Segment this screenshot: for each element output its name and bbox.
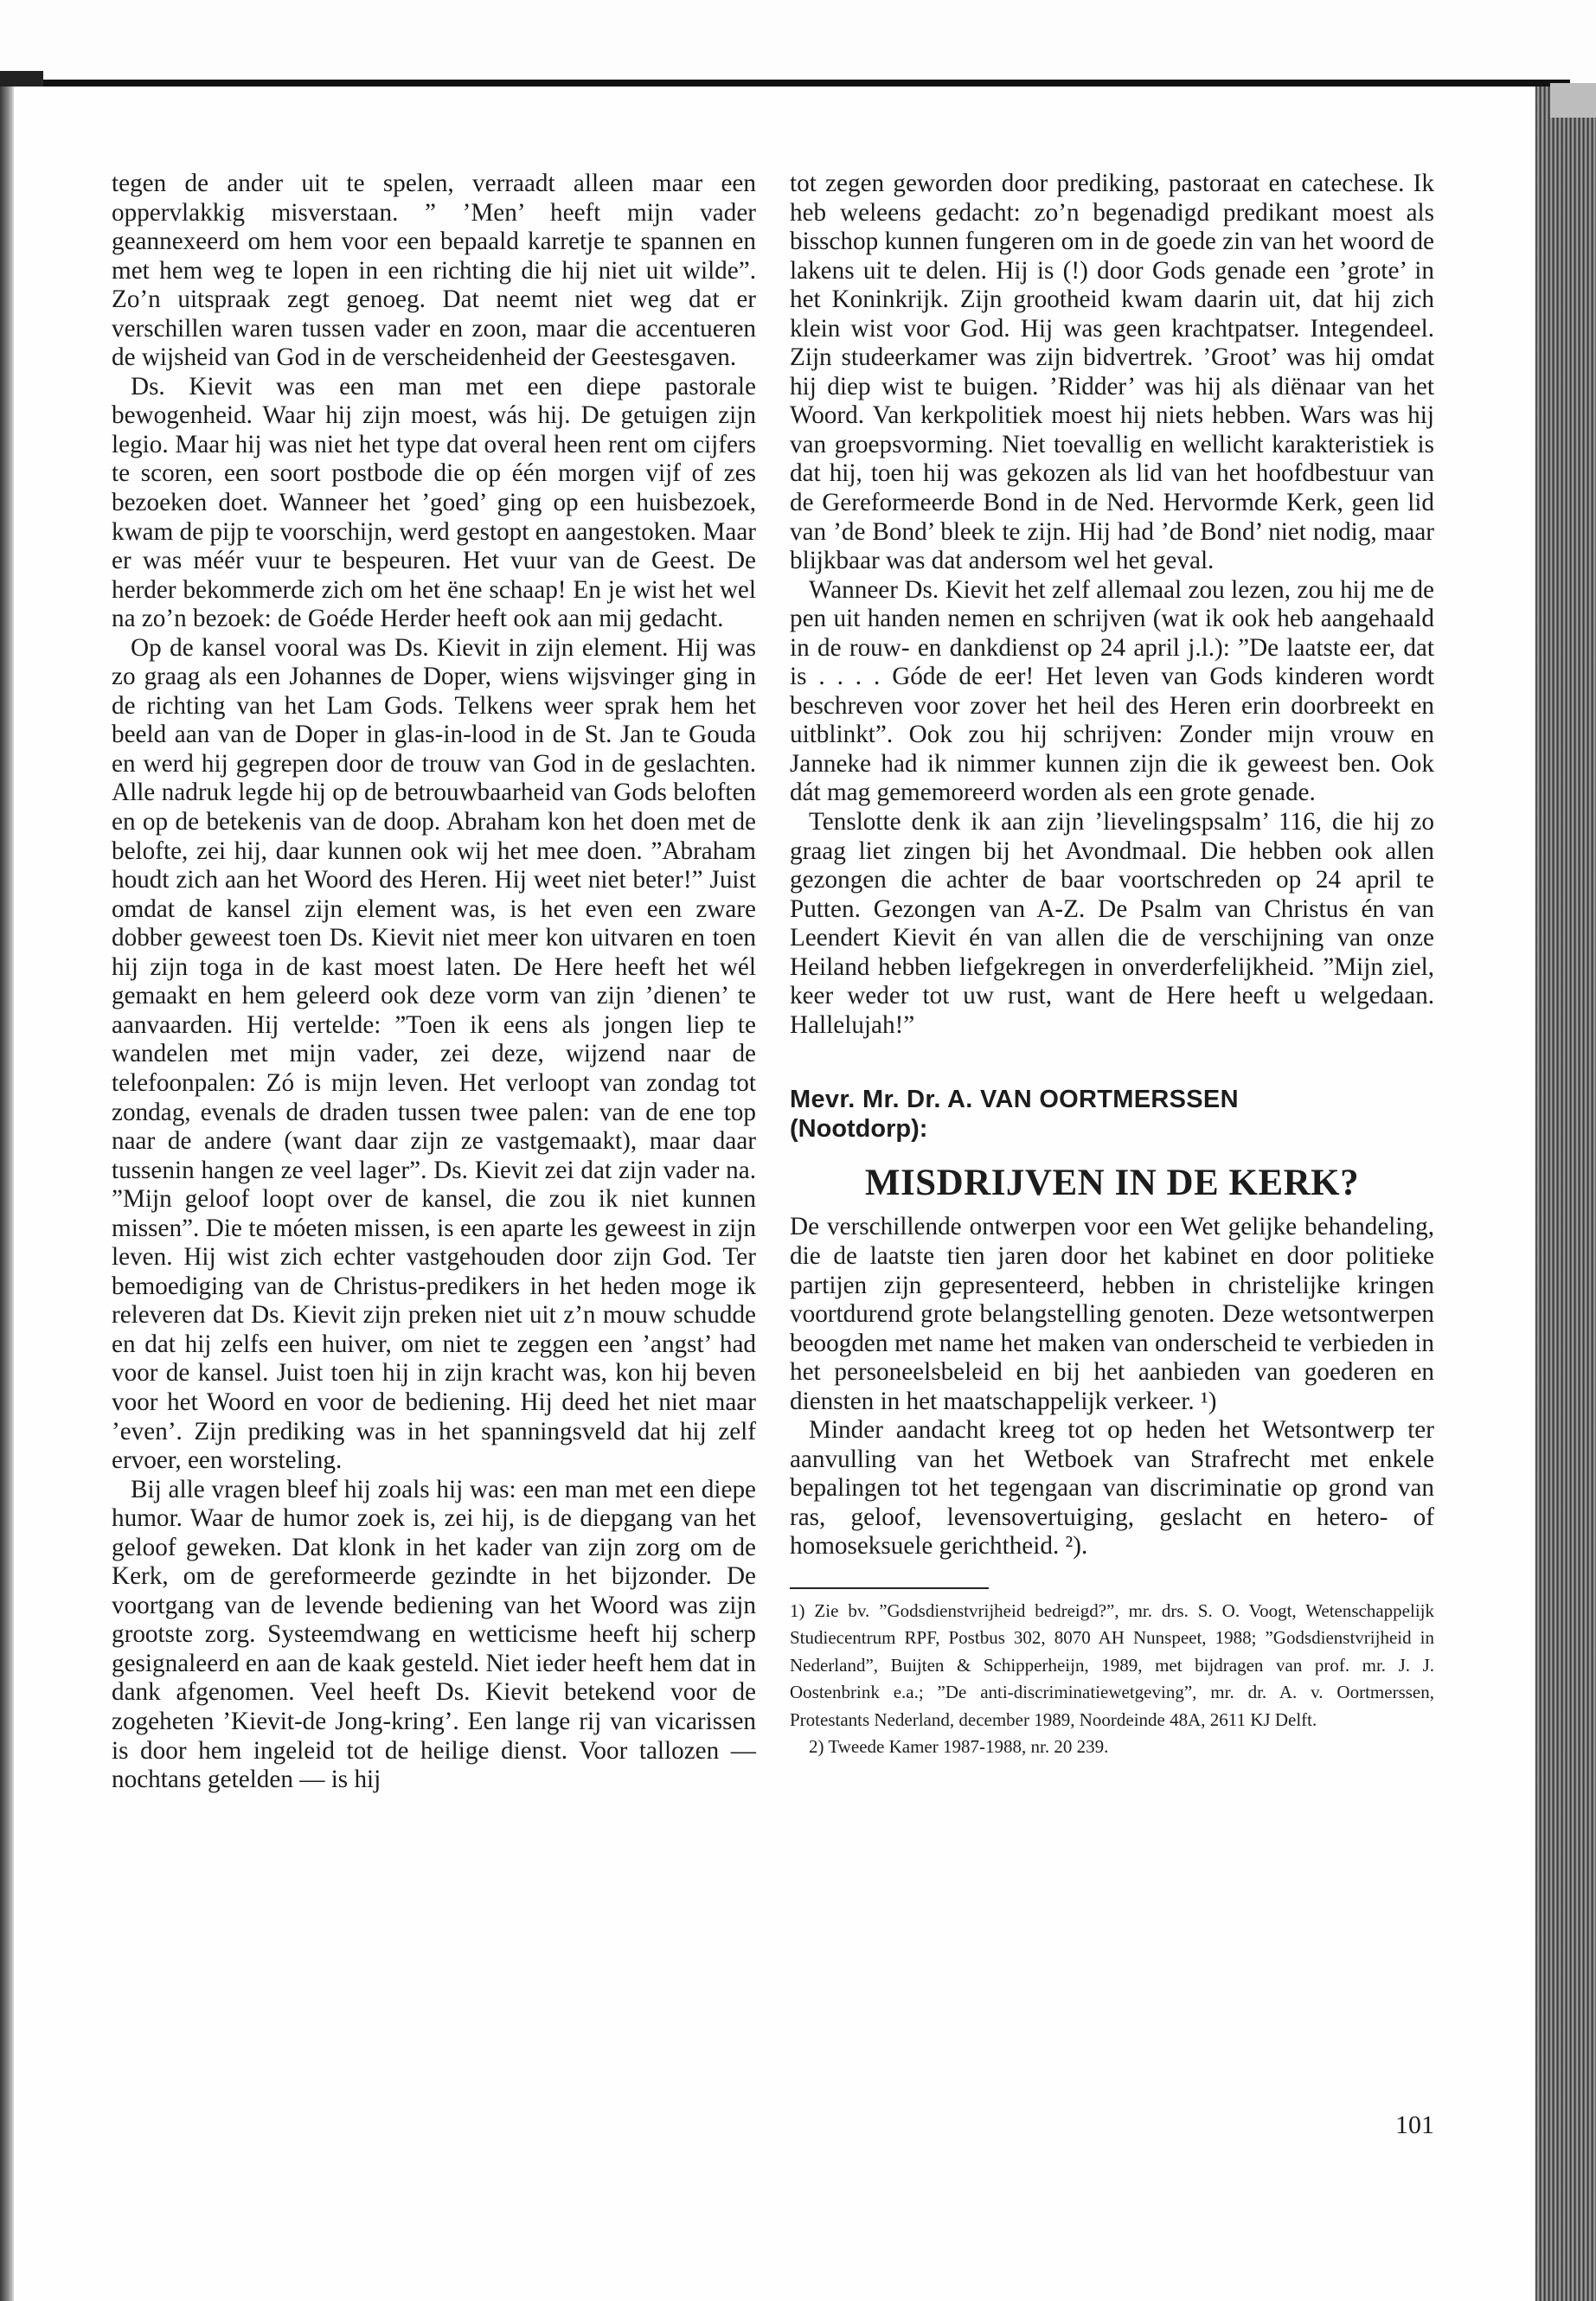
paragraph: Bij alle vragen bleef hij zoals hij was: een man met een diepe humor. Waar de humor zoek is, zei hij, is de diepgang van het geloof geweken. Dat klonk in het kader van zijn zorg om de Kerk, om de gereformeerde gezindte in het bijzonder. De voortgang van de levende bediening van het Woord was zijn grootste zorg. Systeemdwang en wetticisme heeft hij scherp gesignaleerd en aan de kaak gesteld. Niet ieder heeft hem dat in dank afgenomen. Veel heeft Ds. Kievit betekend voor de zogeheten ’Kievit-de Jong-kring’. Een lange rij van vicarissen is door hem ingeleid tot de heilige dienst. Voor tallozen — nochtans getelden — is hij	[112, 1475, 756, 1794]
paragraph: Minder aandacht kreeg tot op heden het Wetsontwerp ter aanvulling van het Wetboek van Strafrecht met enkele bepalingen tot het tegengaan van discriminatie op grond van ras, geloof, levensovertuiging, geslacht en hetero- of homoseksuele gerichtheid. ²).	[790, 1416, 1434, 1561]
book-top-edge	[0, 80, 1570, 87]
book-corner	[0, 71, 43, 87]
author-name: Mevr. Mr. Dr. A. VAN OORTMERSSEN	[790, 1086, 1239, 1114]
right-column	[790, 170, 1434, 1761]
paragraph: De verschillende ontwerpen voor een Wet gelijke behandeling, die de laatste tien jaren door het kabinet en door politieke partijen zijn gepresenteerd, hebben in christelijke kringen voortdurend grote belangstelling genoten. Deze wetsontwerpen beoogden met name het maken van onderscheid te verbieden in het personeelsbeleid en bij het aanbieden van goederen en diensten in het maatschappelijk verkeer. ¹)	[790, 1213, 1434, 1415]
paragraph: tot zegen geworden door prediking, pastoraat en catechese. Ik heb weleens gedacht: zo’n begenadigd predikant moest als bisschop kunnen fungeren om in de goede zin van het woord de lakens uit te delen. Hij is (!) door Gods genade een ’grote’ in het Koninkrijk. Zijn grootheid kwam daarin uit, dat hij zich klein wist voor God. Hij was geen krachtpatser. Integendeel. Zijn studeerkamer was zijn bidvertrek. ’Groot’ was hij omdat hij diep wist te buigen. ’Ridder’ was hij als diënaar van het Woord. Van kerkpolitiek moest hij niets hebben. Wars was hij van groepsvorming. Niet toevallig en wellicht karakteristiek is dat hij, toen hij was gekozen als lid van het hoofdbestuur van de Gereformeerde Bond in de Ned. Hervormde Kerk, geen lid van ’de Bond’ bleek te zijn. Hij had ’de Bond’ niet nodig, maar blijkbaar was dat andersom wel het geval.	[790, 170, 1434, 575]
paragraph: tegen de ander uit te spelen, verraadt alleen maar een oppervlakkig misverstaan. ” ’Men’ heeft mijn vader geannexeerd om hem voor een bepaald karretje te spannen en met hem weg te lopen in een richting die hij niet uit wilde”. Zo’n uitspraak zegt genoeg. Dat neemt niet weg dat er verschillen waren tussen vader en zoon, maar die accentueren de wijsheid van God in de verscheidenheid der Geestesgaven.	[112, 170, 756, 372]
scan-background-top	[0, 0, 1596, 83]
footnote: 1) Zie bv. ”Godsdienstvrijheid bedreigd?”, mr. drs. S. O. Voogt, Wetenschappelijk Studiecentrum RPF, Postbus 302, 8070 AH Nunspeet, 1988; ”Godsdienstvrijheid in Nederland”, Buijten & Schipperheijn, 1989, met bijdragen van prof. mr. J. J. Oostenbrink e.a.; ”De anti-discriminatiewetgeving”, mr. dr. A. v. Oortmerssen, Protestants Nederland, december 1989, Noordeinde 48A, 2611 KJ Delft.	[790, 1599, 1434, 1730]
footnote-divider	[790, 1587, 989, 1589]
paragraph: Wanneer Ds. Kievit het zelf allemaal zou lezen, zou hij me de pen uit handen nemen en schrijven (wat ik ook heb aangehaald in de rouw- en dankdienst op 24 april j.l.): ”De laatste eer, dat is . . . . Góde de eer! Het leven van Gods kinderen wordt beschreven voor zover het heil des Heren erin doorbreekt en uitblinkt”. Ook zou hij schrijven: Zonder mijn vrouw en Janneke had ik nimmer kunnen zijn die ik geweest ben. Ook dát mag gememoreerd worden als een grote genade.	[790, 575, 1434, 807]
article-title: MISDRIJVEN IN DE KERK?	[864, 1163, 1360, 1204]
paragraph: Tenslotte denk ik aan zijn ’lievelingspsalm’ 116, die hij zo graag liet zingen bij het Avondmaal. Die hebben ook allen gezongen die achter de baar voortschreden op 24 april te Putten. Gezongen van A-Z. De Psalm van Christus én van Leendert Kievit én van allen die de verschijning van onze Heiland hebben liefgekregen in onverderfelijkheid. ”Mijn ziel, keer weder tot uw rust, want de Here heeft u welgedaan. Hallelujah!”	[790, 808, 1434, 1039]
paragraph: Ds. Kievit was een man met een diepe pastorale bewogenheid. Waar hij zijn moest, wás hij. De getuigen zijn legio. Maar hij was niet het type dat overal heen rent om cijfers te scoren, een soort postbode die op één morgen vijf of zes bezoeken doet. Wanneer het ’goed’ ging op een huisbezoek, kwam de pijp te voorschijn, werd gestopt en aangestoken. Maar er was méér vuur te bespeuren. Het vuur van de Geest. De herder bekommerde zich om het ëne schaap! En je wist het wel na zo’n bezoek: de Goéde Herder heeft ook aan mij gedacht.	[112, 372, 756, 633]
book-spine-shadow	[0, 87, 14, 2301]
book-fore-edge-cap	[1550, 83, 1596, 118]
book-fore-edge	[1535, 87, 1596, 2301]
article-heading	[790, 1085, 1434, 1204]
left-column	[112, 170, 756, 1795]
footnote: 2) Tweede Kamer 1987-1988, nr. 20 239.	[809, 1736, 1109, 1758]
paragraph: Op de kansel vooral was Ds. Kievit in zijn element. Hij was zo graag als een Johannes de Doper, wiens wijsvinger ging in de richting van het Lam Gods. Telkens weer sprak hem het beeld aan van de Doper in glas-in-lood in de St. Jan te Gouda en werd hij gegrepen door de trouw van God in de geslachten. Alle nadruk legde hij op de betrouwbaarheid van Gods beloften en op de betekenis van de doop. Abraham kon het doen met de belofte, zei hij, daar kunnen ook wij het mee doen. ”Abraham houdt zich aan het Woord des Heren. Hij weet niet beter!” Juist omdat de kansel zijn element was, is het even een zware dobber geweest toen Ds. Kievit niet meer kon uitvaren en toen hij zijn toga in de kast moest laten. De Here heeft het wél gemaakt en hem geleerd ook deze vorm van zijn ’dienen’ te aanvaarden. Hij vertelde: ”Toen ik eens als jongen liep te wandelen met mijn vader, zei deze, wijzend naar de telefoonpalen: Zó is mijn leven. Het verloopt van zondag tot zondag, evenals de draden tussen twee palen: van de ene top naar de andere (want daar zijn ze vastgemaakt), maar daar tussenin hangen ze veel lager”. Ds. Kievit zei dat zijn vader na. ”Mijn geloof loopt over de kansel, die zou ik niet kunnen missen”. Die te móeten missen, is een aparte les geweest in zijn leven. Hij wist zich echter vastgehouden door zijn God. Ter bemoediging van de Christus-predikers in het heden moge ik releveren dat Ds. Kievit zijn preken niet uit z’n mouw schudde en dat hij zelfs een huiver, om niet te zeggen een ’angst’ had voor de kansel. Juist toen hij in zijn kracht was, kon hij beven voor het Woord en voor de bediening. Hij deed het niet maar ’even’. Zijn prediking was in het spanningsveld dat hij zelf ervoer, een worsteling.	[112, 633, 756, 1475]
page-number: 101	[1395, 2111, 1434, 2139]
author-place: (Nootdorp):	[790, 1115, 928, 1144]
